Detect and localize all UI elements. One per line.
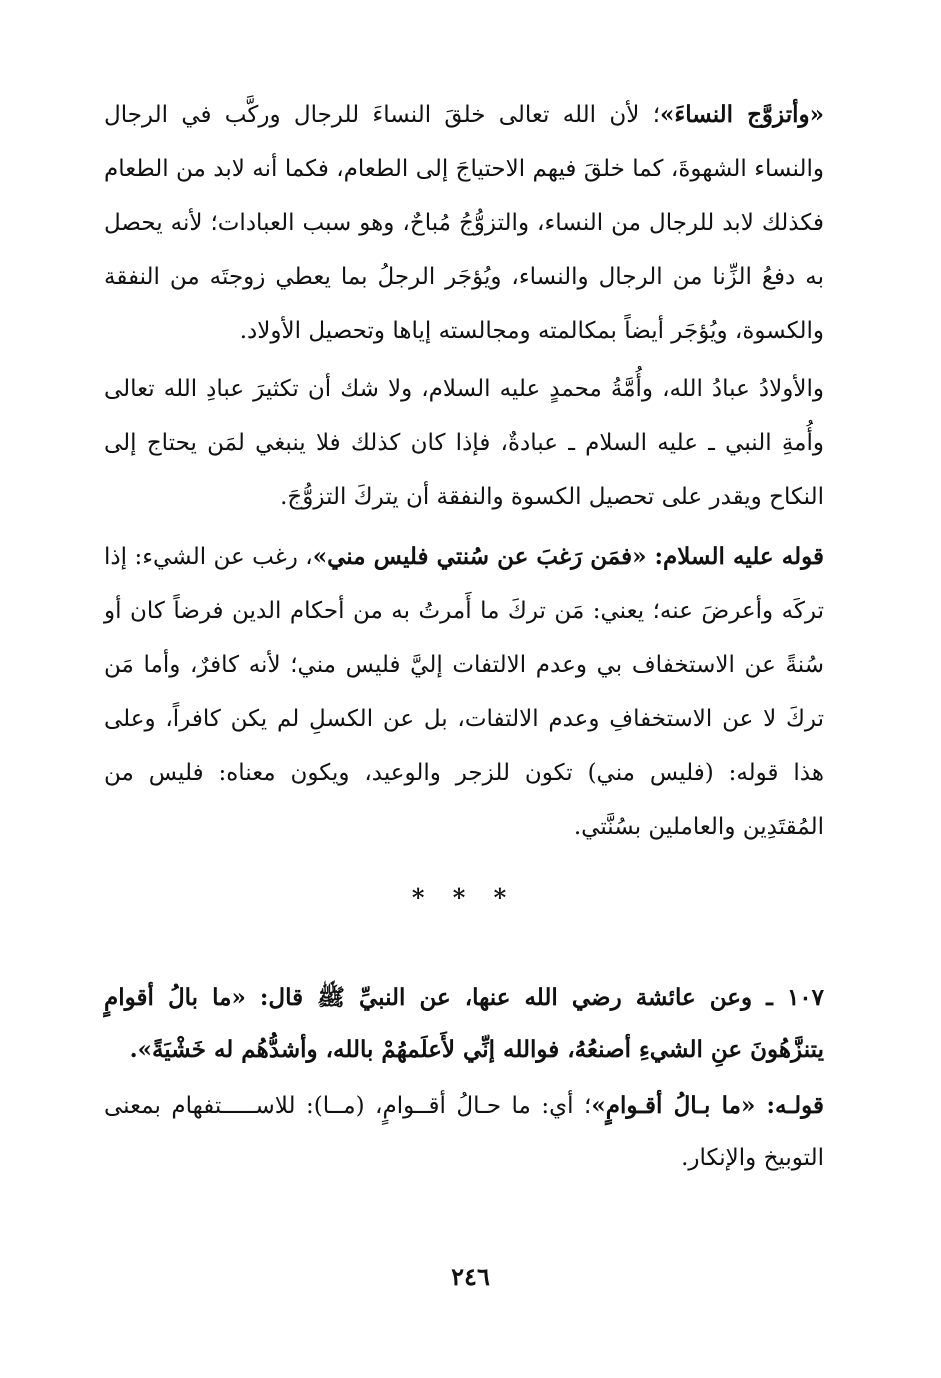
- quoted-phrase: «وأتزوَّج النساءَ»: [660, 101, 824, 128]
- paragraph-text: والأولادُ عبادُ الله، وأُمَّةُ محمدٍ عليه السلام، ولا شك أن تكثيرَ عبادِ الله تعالى وأُمةِ النبي ـ عليه السلام ـ عبادةٌ، فإذا كان كذلك فلا ينبغي لمَن يحتاج إلى النكاح ويقدر على تحصيل الكسوة والنفقة أن يتركَ التزوُّجَ.: [104, 376, 824, 510]
- paragraph-commentary: [104, 1080, 824, 1184]
- page-number: ٢٤٦: [451, 1262, 490, 1291]
- section-separator: * * *: [411, 883, 517, 912]
- hadith-text: ١٠٧ ـ وعن عائشة رضي الله عنها، عن النبيِّ ﷺ قال: «ما بالُ أقوامٍ يتنزَّهُونَ عنِ الشيءِ أصنعُهُ، فوالله إنِّي لأَعلَمهُمْ بالله، وأشدُّهُم له خَشْيَةً».: [104, 984, 824, 1063]
- paragraph-text: ، رغب عن الشيء: إذا تركَه وأعرضَ عنه؛ يعني: مَن تركَ ما أَمرتُ به من أحكام الدين فرضاً كان أو سُنةً عن الاستخفاف بي وعدم الالتفات إليَّ فليس مني؛ لأنه كافرٌ، وأما مَن تركَ لا عن الاستخفافِ وعدم الالتفات، بل عن الكسلِ لم يكن كافراً، وعلى هذا قوله: (فليس مني) تكون للزجر والوعيد، ويكون معناه: فليس من المُقتَدِين والعاملين بسُنَّتي.: [104, 544, 824, 840]
- quoted-phrase: قوله عليه السلام: «فمَن رَغبَ عن سُنتي فليس مني»: [312, 543, 824, 570]
- paragraph-marriage: [104, 88, 824, 358]
- page-body: [104, 88, 824, 1184]
- paragraph-text: ؛ أي: ما حـالُ أقــوامٍ، (مــا): للاســـــتفهام بمعنى التوبيخ والإنكار.: [104, 1093, 824, 1171]
- paragraph-sunnah: [104, 530, 824, 854]
- paragraph-children: [104, 362, 824, 524]
- paragraph-text: ؛ لأن الله تعالى خلقَ النساءَ للرجال وركَّب في الرجال والنساء الشهوةَ، كما خلقَ فيهم الاحتياجَ إلى الطعام، فكما أنه لابد من الطعام فكذلك لابد للرجال من النساء، والتزوُّجُ مُباحٌ، وهو سبب العبادات؛ لأنه يحصل به دفعُ الزِّنا من الرجال والنساء، ويُؤجَر الرجلُ بما يعطي زوجتَه من النفقة والكسوة، ويُؤجَر أيضاً بمكالمته ومجالسته إياها وتحصيل الأولاد.: [104, 102, 824, 344]
- quoted-phrase: قولـه: «ما بـالُ أقـوامٍ»: [591, 1092, 824, 1119]
